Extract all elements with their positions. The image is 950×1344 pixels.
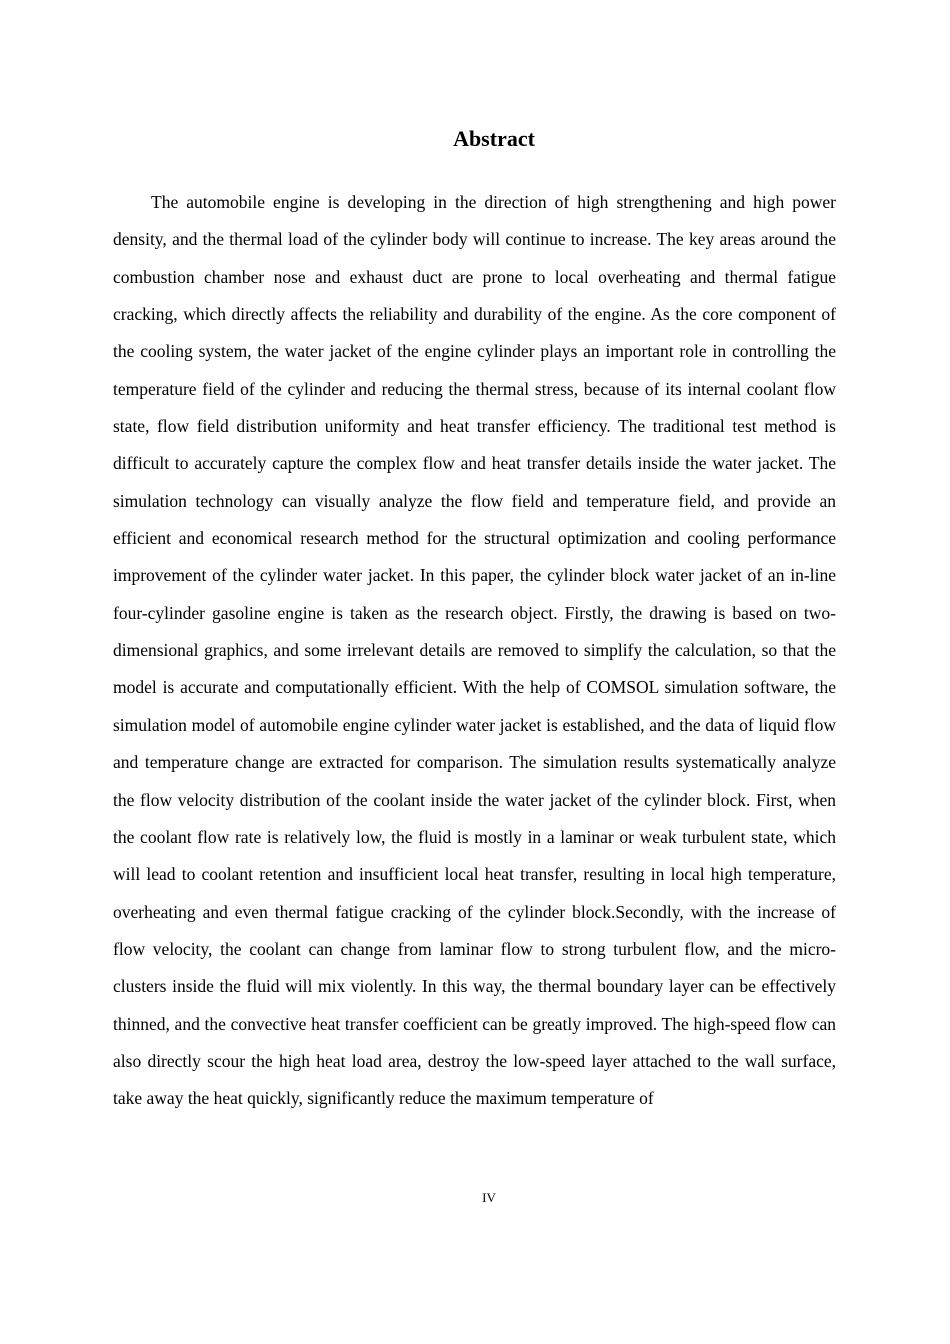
abstract-paragraph: The automobile engine is developing in the direction of high strengthening and high power density, and the thermal load of the cylinder body will continue to increase. The key areas around the combustion chamber nose and exhaust duct are prone to local overheating and thermal fatigue cracking, which directly affects the reliability and durability of the engine. As the core component of the cooling system, the water jacket of the engine cylinder plays an important role in controlling the temperature field of the cylinder and reducing the thermal stress, because of its internal coolant flow state, flow field distribution uniformity and heat transfer efficiency. The traditional test method is difficult to accurately capture the complex flow and heat transfer details inside the water jacket. The simulation technology can visually analyze the flow field and temperature field, and provide an efficient and economical research method for the structural optimization and cooling performance improvement of the cylinder water jacket. In this paper, the cylinder block water jacket of an in-line four-cylinder gasoline engine is taken as the research object. Firstly, the drawing is based on two-dimensional graphics, and some irrelevant details are removed to simplify the calculation, so that the model is accurate and computationally efficient. With the help of COMSOL simulation software, the simulation model of automobile engine cylinder water jacket is established, and the data of liquid flow and temperature change are extracted for comparison. The simulation results systematically analyze the flow velocity distribution of the coolant inside the water jacket of the cylinder block. First, when the coolant flow rate is relatively low, the fluid is mostly in a laminar or weak turbulent state, which will lead to coolant retention and insufficient local heat transfer, resulting in local high temperature, overheating and even thermal fatigue cracking of the cylinder block.Secondly, with the increase of flow velocity, the coolant can change from laminar flow to strong turbulent flow, and the micro-clusters inside the fluid will mix violently. In this way, the thermal boundary layer can be effectively thinned, and the convective heat transfer coefficient can be greatly improved. The high-speed flow can also directly scour the high heat load area, destroy the low-speed layer attached to the wall surface, take away the heat quickly, significantly reduce the maximum temperature of xyxy=(113,192,836,1109)
page-number: IV xyxy=(482,1190,496,1205)
page-title: Abstract xyxy=(453,126,535,151)
